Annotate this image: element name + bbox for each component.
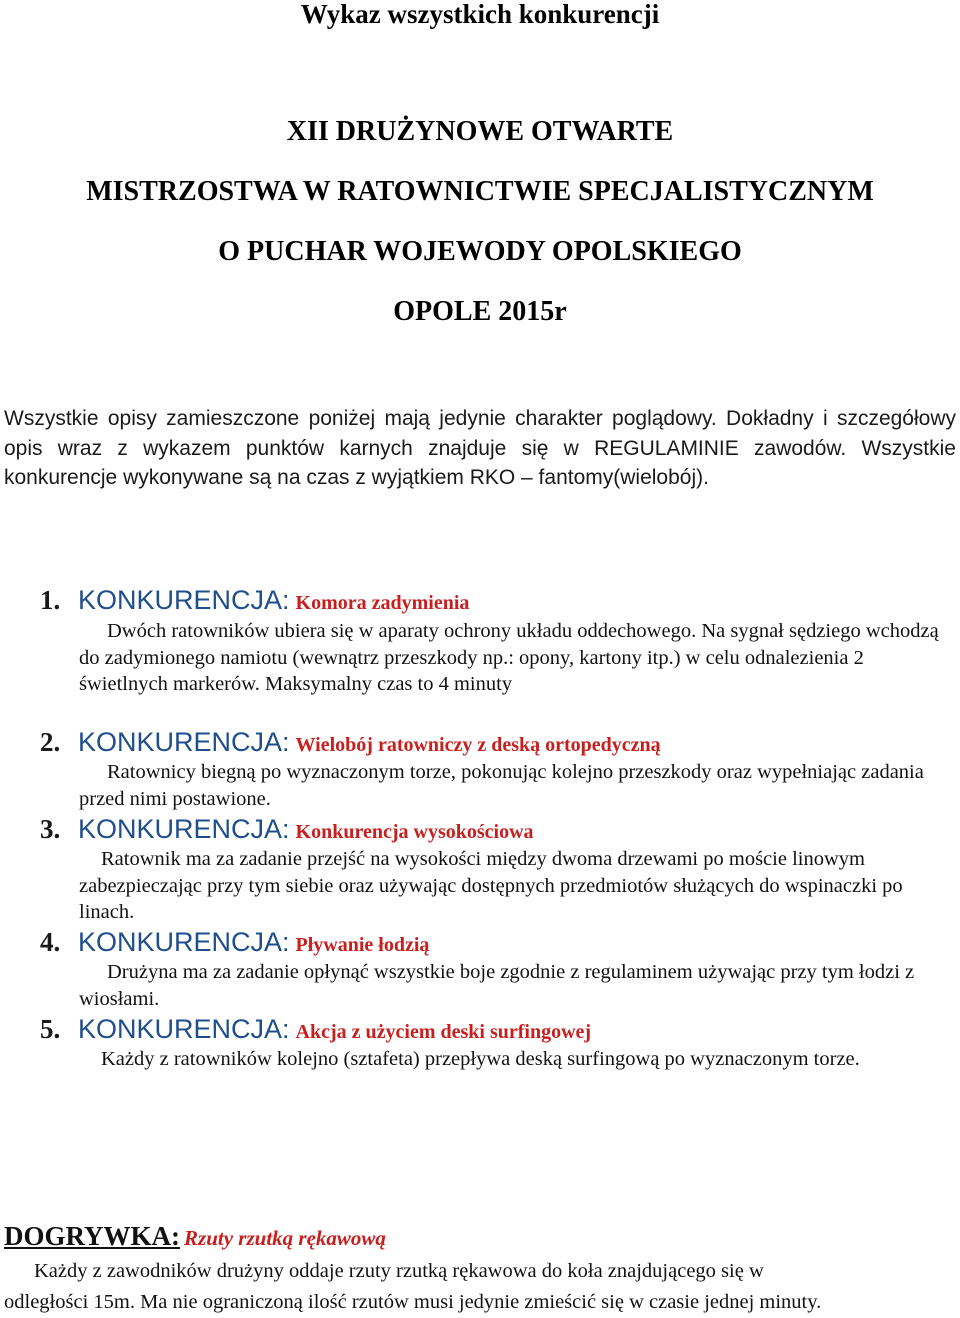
event-title-line-3: O PUCHAR WOJEWODY OPOLSKIEGO [218,236,742,267]
competition-description: Dwóch ratowników ubiera się w aparaty ochrony układu oddechowego. Na sygnał sędziego wchodzą do zadymionego namiotu (wewnątrz przeszkody np.: opony, kartony itp.) w celu odnalezienia 2 świetlnych markerów. Maksymalny czas to 4 minuty [79,620,939,695]
competition-label: KONKURENCJA: [78,585,290,615]
competition-number: 2. [40,727,61,757]
page-title: Wykaz wszystkich konkurencji [300,0,660,29]
event-title-line-2: MISTRZOSTWA W RATOWNICTWIE SPECJALISTYCZNYM [86,176,874,207]
competition-number: 3. [40,814,61,844]
competition-label: KONKURENCJA: [78,1014,290,1044]
competition-name: Wielobój ratowniczy z deską ortopedyczną [295,734,661,756]
event-title-line-4: OPOLE 2015r [393,296,567,327]
competition-heading [0,584,960,616]
competition-description: Każdy z ratowników kolejno (sztafeta) przepływa deską surfingową po wyznaczonym torze. [101,1048,860,1070]
competition-number: 4. [40,927,61,957]
tiebreaker-description-line-1: Każdy z zawodników drużyny oddaje rzuty rzutką rękawowa do koła znajdującego się w [34,1260,764,1282]
competition-heading [0,813,960,845]
competition-section-3 [0,813,960,926]
competition-description: Drużyna ma za zadanie opłynąć wszystkie boje zgodnie z regulaminem używając przy tym łodzi z wiosłami. [79,961,915,1010]
competition-number: 1. [40,585,61,615]
competition-heading [0,926,960,958]
competition-label: KONKURENCJA: [78,814,290,844]
competition-section-1 [0,584,960,698]
tiebreaker-description-line-2: odległości 15m. Ma nie ograniczoną ilość rzutów musi jedynie zmieścić się w czasie jednej minuty. [4,1291,822,1313]
competition-description: Ratownicy biegną po wyznaczonym torze, pokonując kolejno przeszkody oraz wypełniając zadania przed nimi postawione. [79,761,924,810]
competition-label: KONKURENCJA: [78,727,290,757]
competition-name: Konkurencja wysokościowa [295,821,534,843]
tiebreaker-heading [4,1218,956,1254]
competition-description: Ratownik ma za zadanie przejść na wysokości między dwoma drzewami po moście linowym zabezpieczając przy tym siebie oraz używając dostępnych przedmiotów służących do wspinaczki po linach. [79,848,903,923]
competition-name: Pływanie łodzią [295,934,430,956]
competition-name: Komora zadymienia [295,592,470,614]
competition-label: KONKURENCJA: [78,927,290,957]
competition-number: 5. [40,1014,61,1044]
competition-heading [0,1013,960,1045]
tiebreaker-name: Rzuty rzutką rękawową [184,1226,386,1250]
competition-section-5 [0,1013,960,1073]
competition-name: Akcja z użyciem deski surfingowej [295,1021,592,1043]
competition-heading [0,726,960,758]
intro-paragraph: Wszystkie opisy zamieszczone poniżej mają jedynie charakter poglądowy. Dokładny i szczegółowy opis wraz z wykazem punktów karnych znajduje się w REGULAMINIE zawodów. Wszystkie konkurencje wykonywane są na czas z wyjątkiem RKO – fantomy(wielobój). [4,407,956,489]
competition-section-4 [0,926,960,1012]
competition-section-2 [0,726,960,812]
tiebreaker-section [4,1218,956,1318]
event-title-line-1: XII DRUŻYNOWE OTWARTE [286,116,674,147]
tiebreaker-label: DOGRYWKA: [4,1221,181,1251]
